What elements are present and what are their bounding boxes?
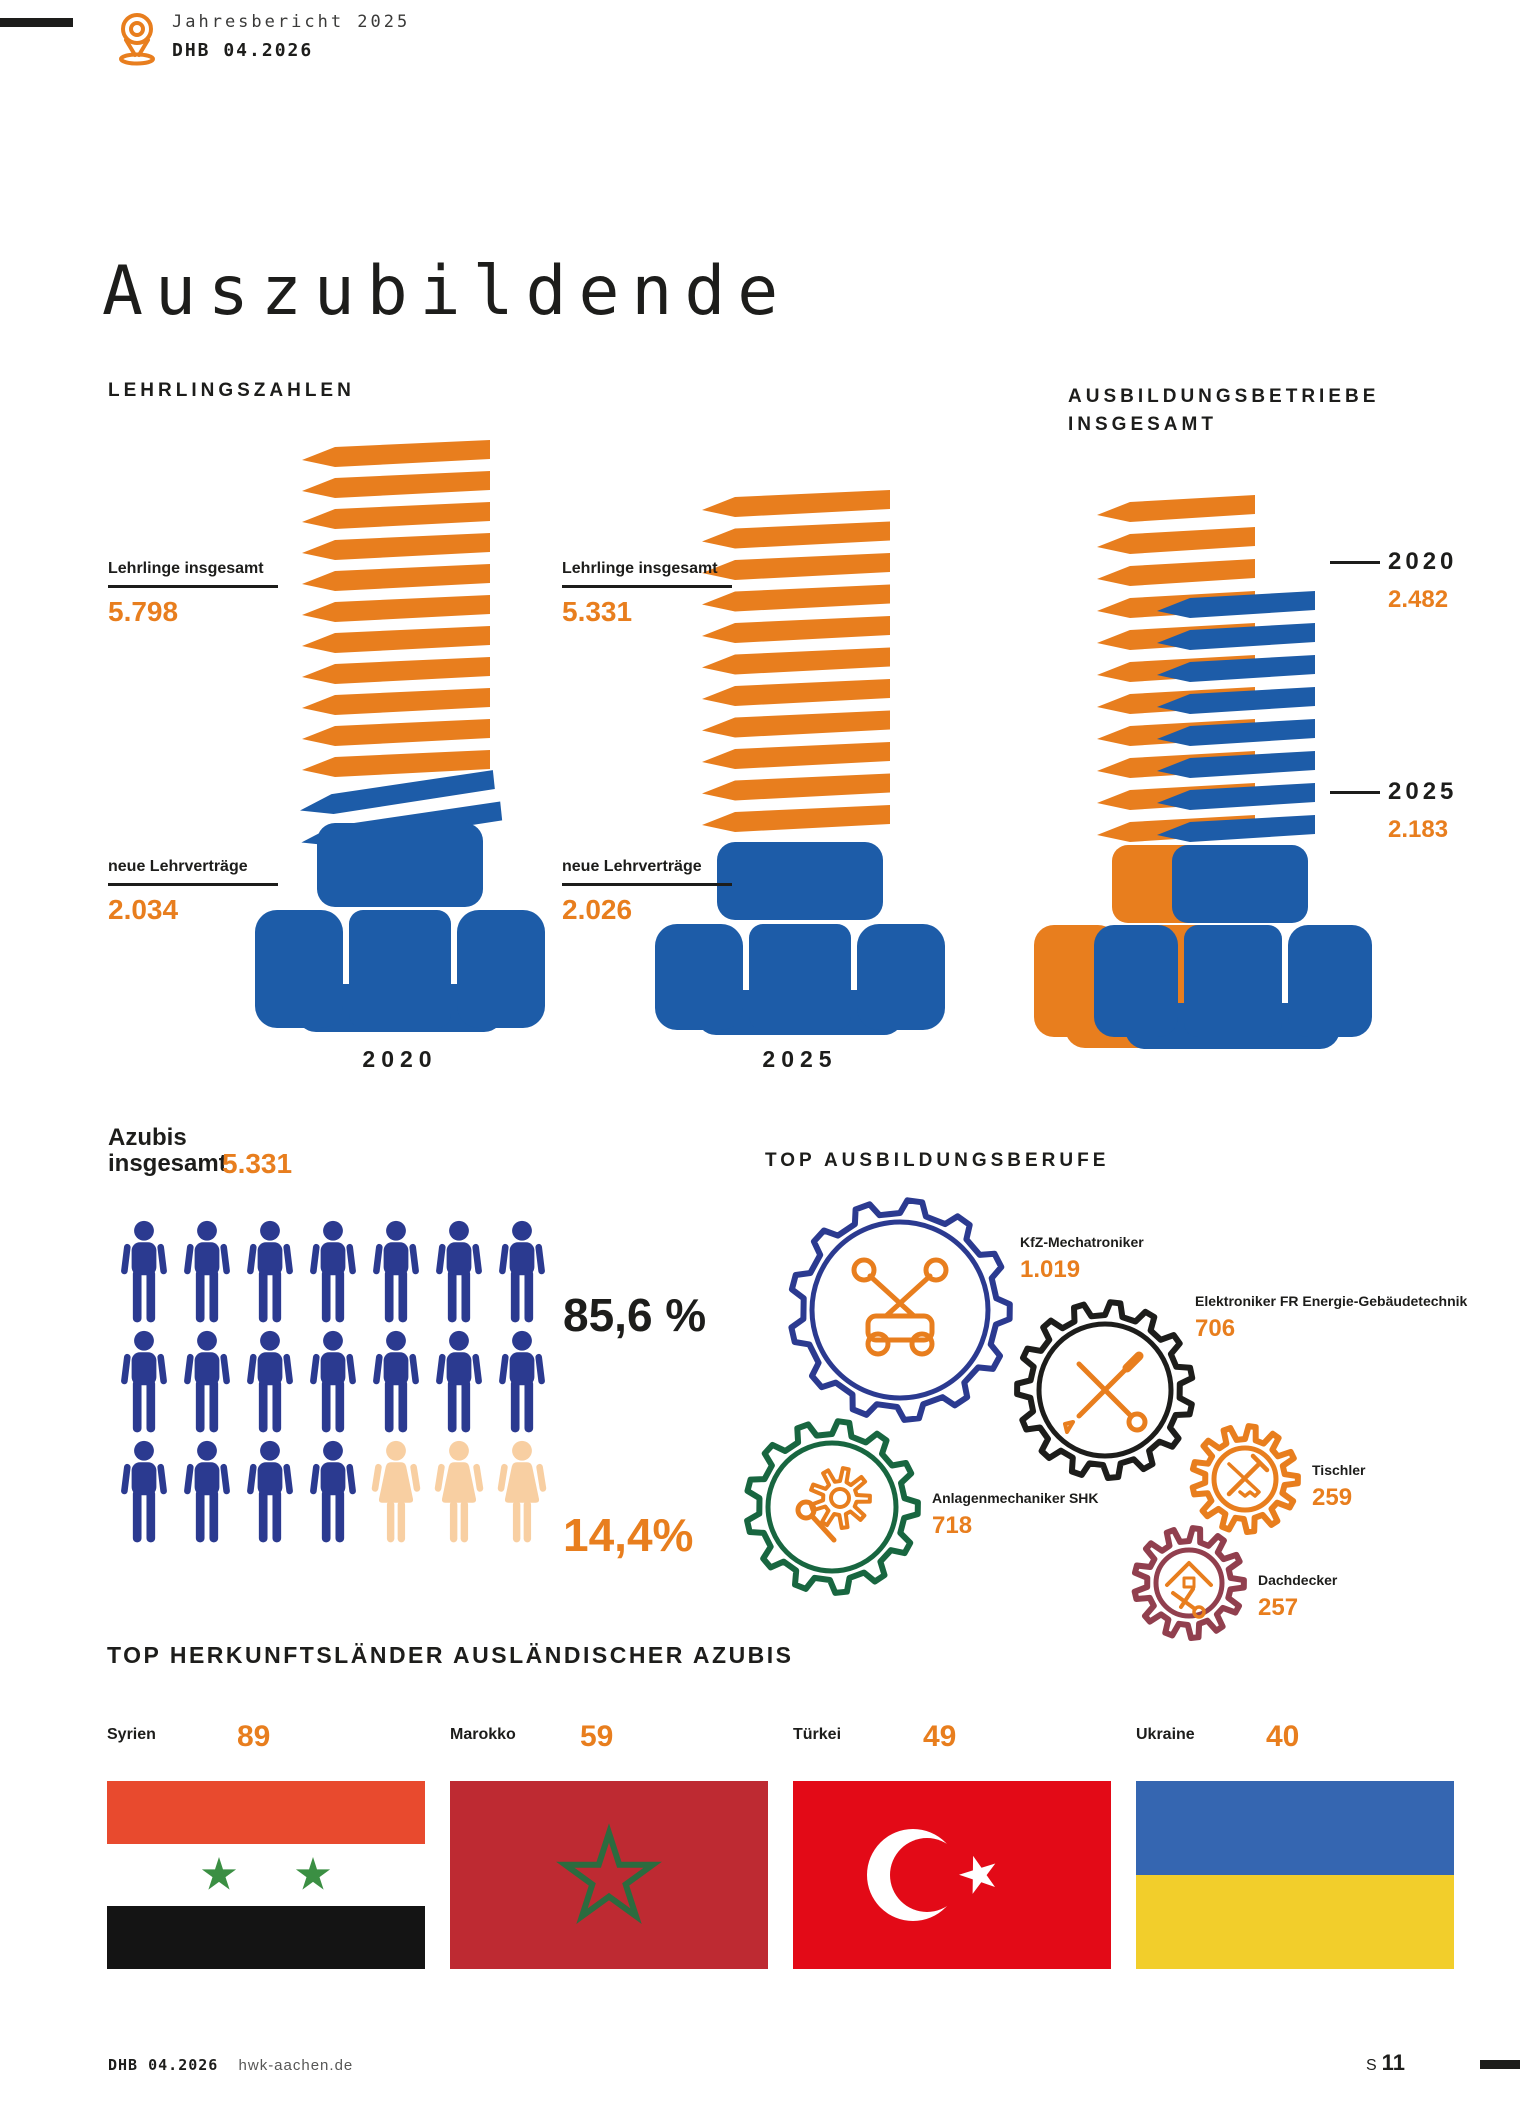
female-person-icon	[433, 1440, 485, 1544]
male-person-icon	[370, 1220, 422, 1324]
male-percent: 85,6 %	[563, 1289, 707, 1341]
beruf-name: Anlagenmechaniker SHK	[932, 1490, 1099, 1506]
country-morocco	[450, 1720, 768, 1753]
stat-value: 2.034	[108, 894, 179, 925]
year-label-2020: 2020	[362, 1046, 438, 1072]
male-person-icon	[433, 1330, 485, 1434]
beruf-value: 259	[1312, 1484, 1353, 1511]
beruf-anlagenmechaniker	[932, 1490, 1099, 1540]
stat-rule	[108, 883, 278, 886]
beruf-elektroniker	[1195, 1293, 1467, 1343]
report-edition: DHB 04.2026	[172, 40, 314, 61]
country-turkey	[793, 1720, 1111, 1753]
page-prefix: S	[1366, 2057, 1377, 2074]
callout-year: 2025	[1388, 778, 1458, 805]
male-person-icon	[307, 1220, 359, 1324]
beruf-name: Elektroniker FR Energie-Gebäudetechnik	[1195, 1293, 1468, 1309]
beruf-value: 1.019	[1020, 1256, 1081, 1283]
callout-line	[1330, 561, 1380, 564]
country-value: 49	[923, 1720, 957, 1753]
country-value: 59	[580, 1720, 614, 1753]
section-betriebe-heading	[1068, 383, 1379, 438]
beruf-value: 257	[1258, 1594, 1299, 1621]
stat-2020-total	[108, 560, 278, 628]
callout-year: 2020	[1388, 548, 1458, 575]
male-person-icon	[181, 1220, 233, 1324]
stat-value: 5.798	[108, 596, 179, 627]
section-lehrlingszahlen-heading: LEHRLINGSZAHLEN	[108, 380, 355, 401]
country-value: 89	[237, 1720, 271, 1753]
country-name: Türkei	[793, 1726, 842, 1743]
beruf-value: 718	[932, 1512, 973, 1539]
turkey-flag	[793, 1781, 1111, 1969]
morocco-flag	[450, 1781, 768, 1969]
page-title: Auszubildende	[102, 252, 791, 331]
stat-2025-new	[562, 858, 732, 926]
beruf-name: Dachdecker	[1258, 1572, 1338, 1588]
country-name: Ukraine	[1136, 1726, 1195, 1743]
stat-rule	[562, 883, 732, 886]
male-person-icon	[118, 1440, 170, 1544]
footer-site: hwk-aachen.de	[238, 2057, 354, 2074]
footer	[108, 2056, 353, 2074]
stat-value: 5.331	[562, 596, 633, 627]
azubis-label-line1: Azubis	[108, 1124, 187, 1151]
stat-value: 2.026	[562, 894, 633, 925]
male-person-icon	[496, 1330, 548, 1434]
male-person-icon	[307, 1440, 359, 1544]
male-person-icon	[496, 1220, 548, 1324]
syria-flag	[107, 1781, 425, 1969]
callout-2020	[1330, 548, 1490, 614]
country-ukraine	[1136, 1720, 1454, 1753]
female-percent: 14,4%	[563, 1509, 694, 1561]
section-herkunft-heading: TOP HERKUNFTSLÄNDER AUSLÄNDISCHER AZUBIS	[107, 1642, 794, 1668]
stat-2025-total	[562, 560, 732, 628]
stat-label: neue Lehrverträge	[108, 858, 248, 875]
beruf-name: Tischler	[1312, 1462, 1366, 1478]
location-pin-icon	[110, 10, 164, 66]
section-berufe-heading: TOP AUSBILDUNGSBERUFE	[765, 1150, 1110, 1171]
male-person-icon	[244, 1220, 296, 1324]
report-name: Jahresbericht 2025	[172, 12, 411, 32]
country-name: Syrien	[107, 1726, 156, 1743]
betriebe-heading-line2: INSGESAMT	[1068, 413, 1217, 435]
footer-right-rule	[1480, 2060, 1520, 2069]
people-pictogram	[118, 1220, 568, 1560]
stat-label: Lehrlinge insgesamt	[562, 560, 718, 577]
beruf-dachdecker	[1258, 1572, 1337, 1622]
callout-2025	[1330, 778, 1490, 844]
female-person-icon	[496, 1440, 548, 1544]
male-person-icon	[244, 1330, 296, 1434]
beruf-tischler	[1312, 1462, 1365, 1512]
stat-rule	[108, 585, 278, 588]
azubis-total-value: 5.331	[222, 1148, 293, 1179]
male-person-icon	[433, 1220, 485, 1324]
country-value: 40	[1266, 1720, 1300, 1753]
stat-label: Lehrlinge insgesamt	[108, 560, 264, 577]
page-num: 11	[1381, 2050, 1405, 2075]
year-label-2025: 2025	[762, 1046, 838, 1072]
callout-value: 2.183	[1388, 816, 1449, 843]
country-name: Marokko	[450, 1726, 516, 1743]
male-person-icon	[370, 1330, 422, 1434]
female-person-icon	[370, 1440, 422, 1544]
azubis-label-line2: insgesamt	[108, 1150, 227, 1177]
male-person-icon	[244, 1440, 296, 1544]
beruf-value: 706	[1195, 1315, 1236, 1342]
male-person-icon	[181, 1330, 233, 1434]
male-person-icon	[118, 1330, 170, 1434]
footer-edition: DHB 04.2026	[108, 2056, 219, 2074]
ukraine-flag	[1136, 1781, 1454, 1969]
beruf-kfz	[1020, 1234, 1144, 1284]
male-person-icon	[118, 1220, 170, 1324]
page-number	[1366, 2050, 1405, 2076]
stat-label: neue Lehrverträge	[562, 858, 702, 875]
stat-2020-new	[108, 858, 278, 926]
male-person-icon	[181, 1440, 233, 1544]
stat-rule	[562, 585, 732, 588]
callout-value: 2.482	[1388, 586, 1449, 613]
betriebe-heading-line1: AUSBILDUNGSBETRIEBE	[1068, 386, 1380, 407]
top-left-rule	[0, 18, 73, 27]
beruf-name: KfZ-Mechatroniker	[1020, 1234, 1144, 1250]
country-syria	[107, 1720, 425, 1753]
male-person-icon	[307, 1330, 359, 1434]
callout-line	[1330, 791, 1380, 794]
bolt-figure-2020	[250, 440, 550, 1040]
